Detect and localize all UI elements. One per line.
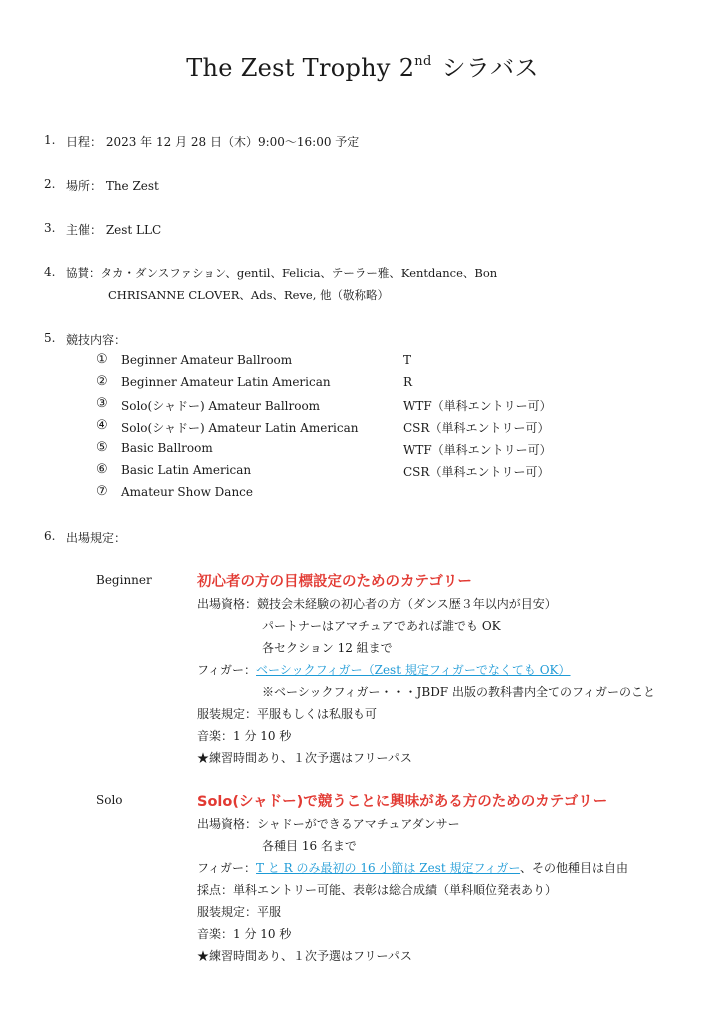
event-6-marker: ⑥	[96, 462, 108, 477]
event-1-dances: T	[403, 353, 412, 367]
section-1-schedule: 日程： 2023 年 12 月 28 日（木）9:00～16:00 予定	[66, 135, 360, 149]
solo-eligibility-limit: 各種目 16 名まで	[262, 839, 357, 853]
beginner-figure-link[interactable]: ベーシックフィガー（Zest 規定フィガーでなくても OK）	[256, 663, 571, 677]
event-4-dances: CSR（単科エントリー可）	[403, 421, 550, 435]
title-suffix: シラバス	[441, 54, 539, 82]
page-title	[0, 48, 725, 83]
event-2-name: Beginner Amateur Latin American	[121, 375, 331, 389]
section-6-number: 6.	[44, 529, 56, 543]
beginner-dress-code: 服装規定：平服もしくは私服も可	[197, 707, 378, 721]
solo-figure-rest: 、その他種目は自由	[520, 861, 629, 875]
solo-heading: Solo(シャドー)で競うことに興味がある方のためのカテゴリー	[197, 794, 608, 810]
solo-figure	[197, 859, 628, 876]
event-5-name: Basic Ballroom	[121, 441, 213, 455]
event-4-marker: ④	[96, 418, 108, 433]
event-1-name: Beginner Amateur Ballroom	[121, 353, 293, 367]
event-3-name: Solo(シャドー) Amateur Ballroom	[121, 399, 321, 413]
solo-figure-label: フィガー：	[197, 861, 257, 875]
section-2-number: 2.	[44, 177, 56, 191]
event-3-dances: WTF（単科エントリー可）	[403, 399, 552, 413]
beginner-eligibility-limit: 各セクション 12 組まで	[262, 641, 393, 655]
beginner-eligibility-partner: パートナーはアマチュアであれば誰でも OK	[262, 619, 501, 633]
event-2-marker: ②	[96, 374, 108, 389]
event-5-marker: ⑤	[96, 440, 108, 455]
event-3-marker: ③	[96, 396, 108, 411]
event-2-dances: R	[403, 375, 413, 389]
section-1-number: 1.	[44, 133, 56, 147]
event-5-dances: WTF（単科エントリー可）	[403, 443, 552, 457]
solo-figure-link[interactable]: T と R のみ最初の 16 小節は Zest 規定フィガー	[256, 861, 521, 875]
section-4-number: 4.	[44, 265, 56, 279]
event-6-dances: CSR（単科エントリー可）	[403, 465, 550, 479]
event-7-name: Amateur Show Dance	[121, 485, 253, 499]
beginner-practice: ★練習時間あり、１次予選はフリーパス	[197, 751, 412, 765]
solo-practice: ★練習時間あり、１次予選はフリーパス	[197, 949, 412, 963]
section-5-number: 5.	[44, 331, 56, 345]
section-4-sponsors-line2: CHRISANNE CLOVER、Ads、Reve, 他（敬称略）	[108, 288, 390, 302]
section-2-venue: 場所： The Zest	[66, 179, 159, 193]
beginner-figure-label: フィガー：	[197, 663, 257, 677]
beginner-figure-note: ※ベーシックフィガー・・・JBDF 出版の教科書内全てのフィガーのこと	[262, 685, 655, 699]
solo-dress-code: 服装規定：平服	[197, 905, 282, 919]
beginner-eligibility: 出場資格：競技会未経験の初心者の方（ダンス歴３年以内が目安）	[197, 597, 557, 611]
section-4-sponsors-line1: 協賛：タカ・ダンスファション、gentil、Felicia、テーラー雅、Kentdance、Bon	[66, 266, 498, 280]
section-5-heading: 競技内容：	[66, 333, 127, 347]
event-4-name: Solo(シャドー) Amateur Latin American	[121, 421, 359, 435]
section-6-heading: 出場規定：	[66, 531, 127, 545]
beginner-figure	[197, 661, 571, 678]
solo-label: Solo	[96, 793, 123, 807]
event-7-marker: ⑦	[96, 484, 108, 499]
section-3-organizer: 主催： Zest LLC	[66, 223, 162, 237]
beginner-heading: 初心者の方の目標設定のためのカテゴリー	[197, 574, 472, 590]
beginner-label: Beginner	[96, 573, 152, 587]
event-6-name: Basic Latin American	[121, 463, 252, 477]
title-superscript: nd	[414, 54, 432, 69]
solo-music: 音楽：1 分 10 秒	[197, 927, 292, 941]
event-1-marker: ①	[96, 352, 108, 367]
solo-scoring: 採点：単科エントリー可能、表彰は総合成績（単科順位発表あり）	[197, 883, 558, 897]
solo-eligibility: 出場資格：シャドーができるアマチュアダンサー	[197, 817, 460, 831]
section-3-number: 3.	[44, 221, 56, 235]
beginner-music: 音楽：1 分 10 秒	[197, 729, 292, 743]
title-main: The Zest Trophy 2	[186, 54, 415, 82]
